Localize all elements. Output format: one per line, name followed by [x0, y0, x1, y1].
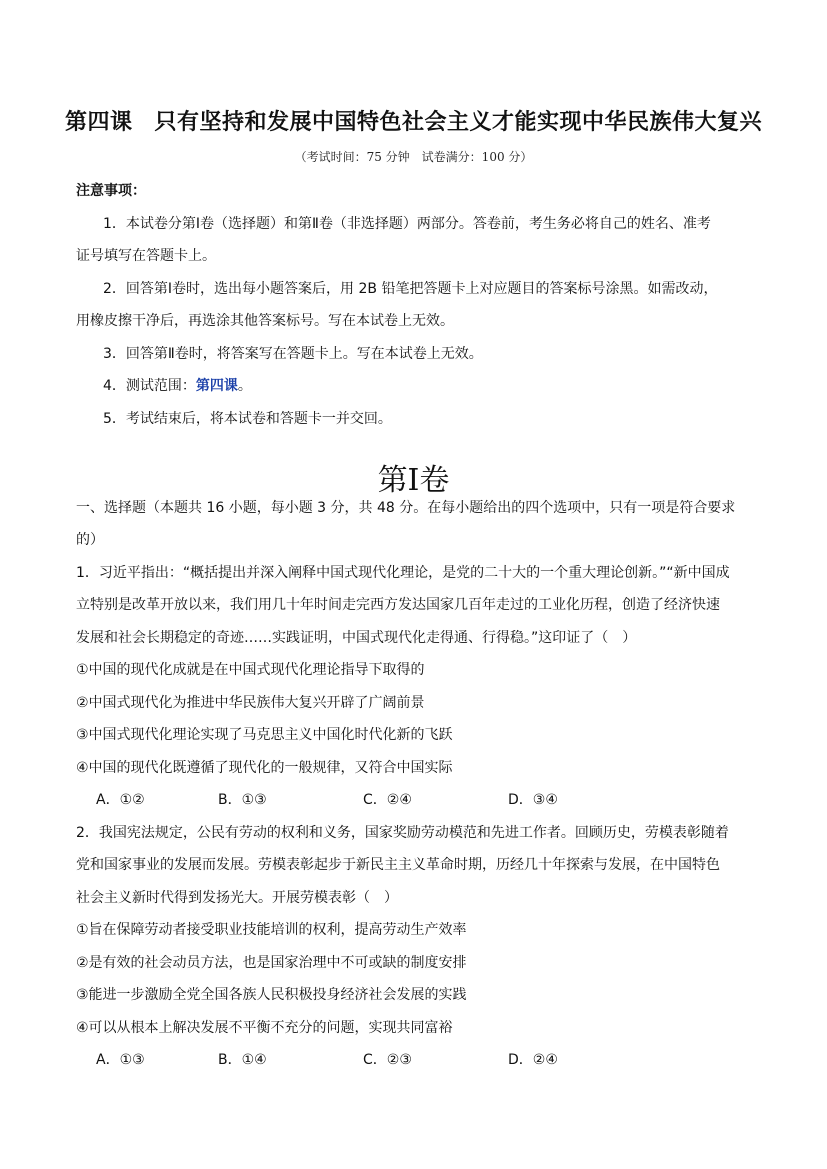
q1-statement-3: ③中国式现代化理论实现了马克思主义中国化时代化新的飞跃 — [76, 727, 453, 743]
note-5: 5．考试结束后，将本试卷和答题卡一并交回。 — [103, 411, 392, 427]
q2-statement-1: ①旨在保障劳动者接受职业技能培训的权利，提高劳动生产效率 — [76, 922, 467, 938]
q2-statement-3: ③能进一步激励全党全国各族人民积极投身经济社会发展的实践 — [76, 987, 467, 1003]
q2-stem-line-2: 党和国家事业的发展而发展。劳模表彰起步于新民主主义革命时期，历经几十年探索与发展，在中国特色 — [76, 857, 720, 873]
q2-option-c[interactable]: C．②③ — [363, 1052, 412, 1068]
q2-option-d[interactable]: D．②④ — [508, 1052, 558, 1068]
notes-heading: 注意事项： — [76, 183, 146, 199]
note-2-line-1: 2．回答第Ⅰ卷时，选出每小题答案后，用 2B 铅笔把答题卡上对应题目的答案标号涂黑。如需改动， — [103, 281, 718, 297]
page-title — [0, 105, 827, 136]
exam-info: （考试时间：75 分钟 试卷满分：100 分） — [294, 150, 533, 164]
note-4-prefix: 4．测试范围： — [103, 378, 196, 394]
q1-stem-line-3: 发展和社会长期稳定的奇迹……实践证明，中国式现代化走得通、行得稳。”这印证了（ ） — [76, 630, 637, 646]
lesson-label: 第四课 — [64, 109, 133, 135]
q1-statement-1: ①中国的现代化成就是在中国式现代化理论指导下取得的 — [76, 662, 425, 678]
note-1-line-1: 1．本试卷分第Ⅰ卷（选择题）和第Ⅱ卷（非选择题）两部分。答卷前，考生务必将自己的姓名、准考 — [103, 216, 711, 232]
note-2-line-2: 用橡皮擦干净后，再选涂其他答案标号。写在本试卷上无效。 — [76, 313, 454, 329]
q1-statement-4: ④中国的现代化既遵循了现代化的一般规律，又符合中国实际 — [76, 760, 453, 776]
part1-instruction-line-2: 的） — [76, 532, 104, 548]
q2-stem-line-1: 2．我国宪法规定，公民有劳动的权利和义务，国家奖励劳动模范和先进工作者。回顾历史，劳模表彰随着 — [76, 825, 729, 841]
part1-instruction-line-1: 一、选择题（本题共 16 小题，每小题 3 分，共 48 分。在每小题给出的四个选项中，只有一项是符合要求 — [76, 500, 736, 516]
q1-stem-line-1: 1．习近平指出：“概括提出并深入阐释中国式现代化理论，是党的二十大的一个重大理论创新。”“新中国成 — [76, 565, 730, 581]
lesson-title: 只有坚持和发展中国特色社会主义才能实现中华民族伟大复兴 — [154, 109, 763, 135]
section-title: 第Ⅰ卷 — [377, 463, 450, 498]
q1-statement-2: ②中国式现代化为推进中华民族伟大复兴开辟了广阔前景 — [76, 695, 425, 711]
q2-stem-line-3: 社会主义新时代得到发扬光大。开展劳模表彰（ ） — [76, 890, 398, 906]
q2-statement-4: ④可以从根本上解决发展不平衡不充分的问题，实现共同富裕 — [76, 1020, 453, 1036]
q1-option-d[interactable]: D．③④ — [508, 792, 558, 808]
q2-statement-2: ②是有效的社会动员方法，也是国家治理中不可或缺的制度安排 — [76, 955, 467, 971]
note-4-scope: 第四课 — [195, 378, 238, 394]
q1-stem-line-2: 立特别是改革开放以来，我们用几十年时间走完西方发达国家几百年走过的工业化历程，创造了经济快速 — [76, 597, 720, 613]
note-3: 3．回答第Ⅱ卷时，将答案写在答题卡上。写在本试卷上无效。 — [103, 346, 483, 362]
q1-option-b[interactable]: B．①③ — [218, 792, 267, 808]
q2-option-a[interactable]: A．①③ — [96, 1052, 145, 1068]
q1-option-a[interactable]: A．①② — [96, 792, 145, 808]
q1-option-c[interactable]: C．②④ — [363, 792, 412, 808]
note-1-line-2: 证号填写在答题卡上。 — [76, 248, 216, 264]
note-4-suffix: 。 — [237, 378, 252, 394]
q2-option-b[interactable]: B．①④ — [218, 1052, 267, 1068]
note-4 — [103, 370, 783, 403]
